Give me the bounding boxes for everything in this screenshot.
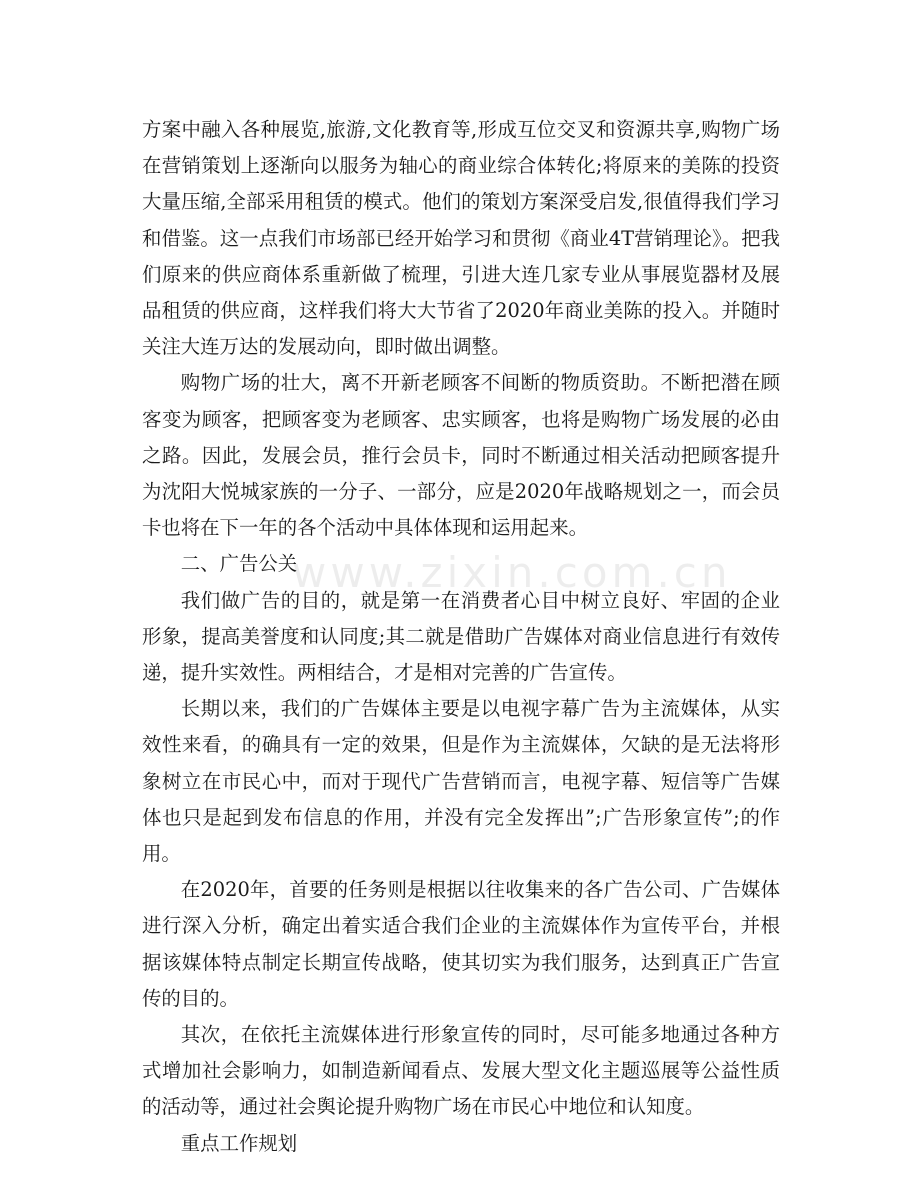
section-heading-key-work: 重点工作规划 xyxy=(180,1131,298,1155)
paragraph-ad-media: 长期以来，我们的广告媒体主要是以电视字幕广告为主流媒体，从实效性来看，的确具有一定的效果，但是作为主流媒体，欠缺的是无法将形象树立在市民心中，而对于现代广告营销而言，电视字幕、短信等广告媒体也只是起到发布信息的作用，并没有完全发挥出”;广告形象宣传”;的作用。 xyxy=(142,697,780,866)
paragraph-ad-plan: 在2020年，首要的任务则是根据以往收集来的各广告公司、广告媒体进行深入分析，确定出着实适合我们企业的主流媒体作为宣传平台，并根据该媒体特点制定长期宣传战略，使其切实为我们服务，达到真正广告宣传的目的。 xyxy=(142,878,780,1010)
watermark: www.zixin.com.cn xyxy=(292,548,732,597)
paragraph-ad-purpose: 我们做广告的目的，就是第一在消费者心目中树立良好、牢固的企业形象，提高美誉度和认同度;其二就是借助广告媒体对商业信息进行有效传递，提升实效性。两相结合，才是相对完善的广告宣传。 xyxy=(142,588,780,685)
paragraph-social-influence: 其次，在依托主流媒体进行形象宣传的同时，尽可能多地通过各种方式增加社会影响力，如制造新闻看点、发展大型文化主题巡展等公益性质的活动等，通过社会舆论提升购物广场在市民心中地位和认知度。 xyxy=(142,1023,780,1119)
document-page xyxy=(142,112,780,1162)
paragraph-continuation: 方案中融入各种展览,旅游,文化教育等,形成互位交叉和资源共享,购物广场在营销策划上逐渐向以服务为轴心的商业综合体转化;将原来的美陈的投资大量压缩,全部采用租赁的模式。他们的策划方案深受启发,很值得我们学习和借鉴。这一点我们市场部已经开始学习和贯彻《商业4T营销理论》。把我们原来的供应商体系重新做了梳理，引进大连几家专业从事展览器材及展品租赁的供应商，这样我们将大大节省了2020年商业美陈的投入。并随时关注大连万达的发展动向，即时做出调整。 xyxy=(142,118,780,359)
section-heading-advertising: 二、广告公关 xyxy=(180,552,298,576)
paragraph-membership: 购物广场的壮大，离不开新老顾客不间断的物质资助。不断把潜在顾客变为顾客，把顾客变为老顾客、忠实顾客，也将是购物广场发展的必由之路。因此，发展会员，推行会员卡，同时不断通过相关活动把顾客提升为沈阳大悦城家族的一分子、一部分，应是2020年战略规划之一，而会员卡也将在下一年的各个活动中具体体现和运用起来。 xyxy=(142,371,780,540)
